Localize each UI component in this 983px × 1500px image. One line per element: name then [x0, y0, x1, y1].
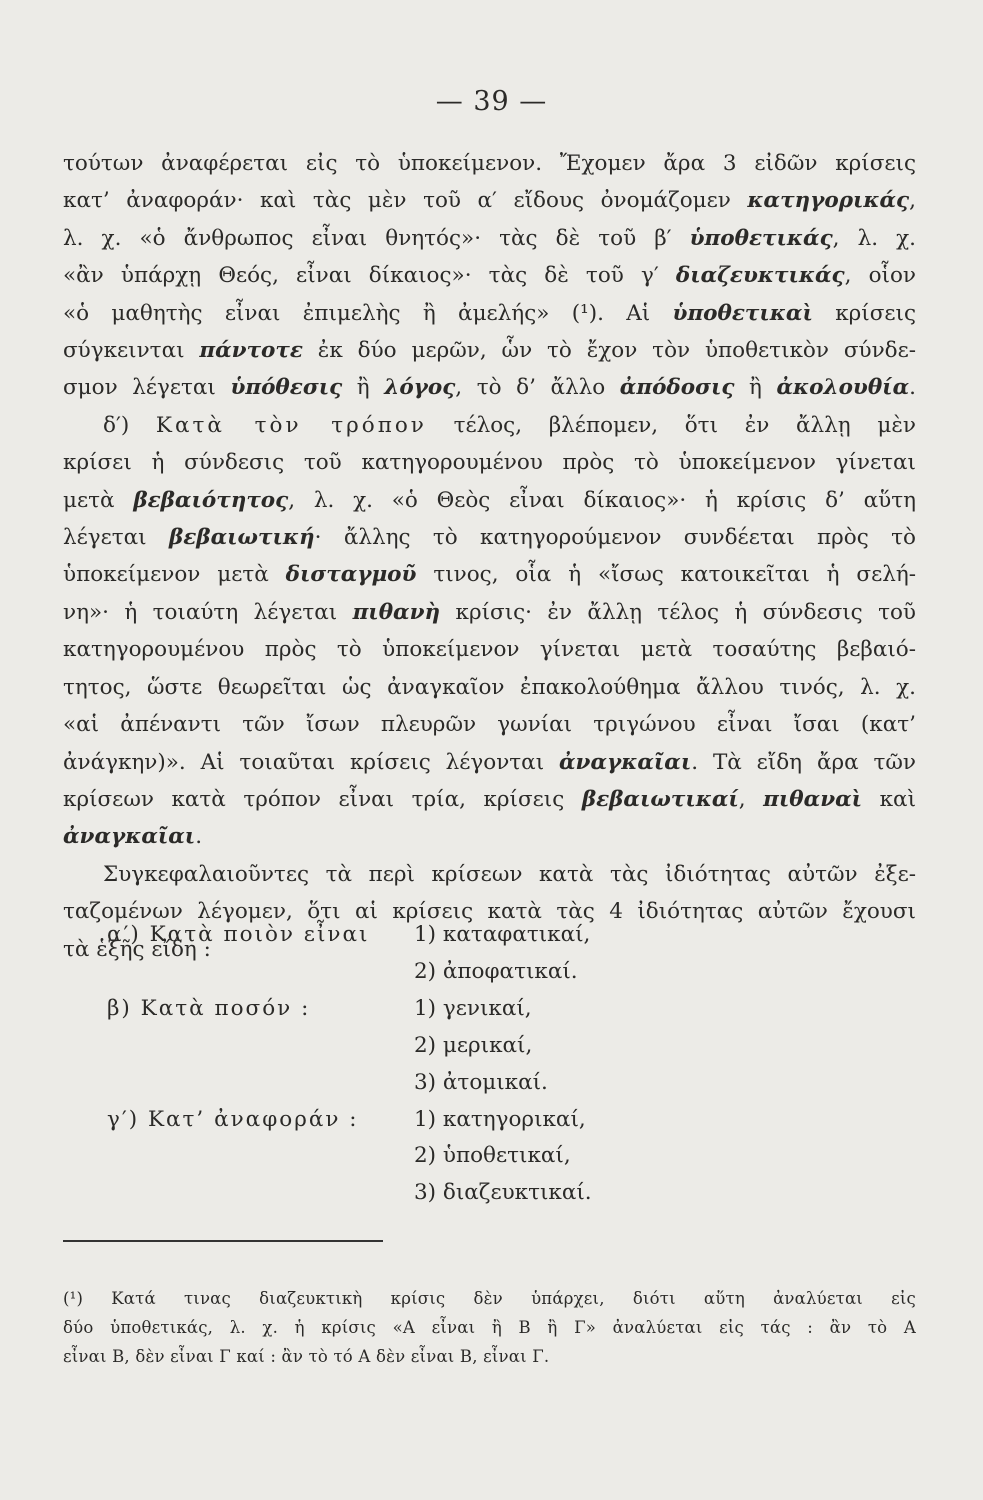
text-line: λ. χ. «ὁ ἄνθρωπος εἶναι θνητός»· τὰς δὲ τοῦ β′ ὑποθετικάς, λ. χ. [63, 225, 917, 251]
text-line: νη»· ἡ τοιαύτη λέγεται πιθανὴ κρίσις· ἐν ἄλλῃ τέλος ἡ σύνδεσις τοῦ [63, 599, 916, 625]
footnote-line: εἶναι Β, δὲν εἶναι Γ καί : ἂν τὸ τό Α δὲν εἶναι Β, εἶναι Γ. [63, 1347, 550, 1366]
summary-list [107, 917, 807, 1212]
text-line: «ἂν ὑπάρχῃ Θεός, εἶναι δίκαιος»· τὰς δὲ τοῦ γ′ διαζευκτικάς, οἷον [63, 263, 917, 289]
text-line: ἀναγκαῖαι. [63, 824, 203, 850]
summary-label [107, 1028, 414, 1065]
summary-label: β) Κατὰ ποσόν : [107, 995, 311, 1021]
text-line: Συγκεφαλαιοῦντες τὰ περὶ κρίσεων κατὰ τὰς ἰδιότητας αὐτῶν ἐξε- [103, 861, 916, 887]
paragraph-2 [63, 407, 916, 856]
text-line: κατ’ ἀναφοράν· καὶ τὰς μὲν τοῦ α′ εἴδους ὀνομάζομεν κατηγορικάς, [63, 188, 916, 214]
summary-label [107, 954, 414, 991]
text-line: «αἱ ἀπέναντι τῶν ἴσων πλευρῶν γωνίαι τριγώνου εἶναι ἴσαι (κατ’ [63, 712, 916, 738]
summary-item: 2) μερικαί, [414, 1032, 533, 1058]
text-line: μετὰ βεβαιότητος, λ. χ. «ὁ Θεὸς εἶναι δίκαιος»· ἡ κρίσις δ’ αὕτη [63, 487, 916, 513]
summary-label [107, 1065, 414, 1102]
text-line: κατηγορουμένου πρὸς τὸ ὑποκείμενον γίνεται μετὰ τοσαύτης βεβαιό- [63, 637, 916, 663]
text-line: κρίσεων κατὰ τρόπον εἶναι τρία, κρίσεις βεβαιωτικαί, πιθαναὶ καὶ [63, 786, 916, 812]
text-line: σμον λέγεται ὑπόθεσις ἢ λόγος, τὸ δ’ ἄλλο ἀπόδοσις ἢ ἀκολουθία. [63, 375, 916, 401]
page-number: — 39 — [435, 86, 548, 117]
text-line: τὰ ἑξῆς εἴδη : [63, 936, 211, 962]
summary-label: α′) Κατὰ ποιὸν εἶναι [107, 922, 370, 947]
summary-row [107, 1102, 807, 1139]
footnote [63, 1284, 916, 1371]
summary-row [107, 1028, 807, 1065]
summary-label [107, 1175, 414, 1212]
text-line: σύγκεινται πάντοτε ἐκ δύο μερῶν, ὧν τὸ ἔχον τὸν ὑποθετικὸν σύνδε- [63, 338, 916, 364]
text-line: δ′) Κατὰ τὸν τρόπον τέλος, βλέπομεν, ὅτι ἐν ἄλλῃ μὲν [103, 412, 916, 438]
footnote-line: δύο ὑποθετικάς, λ. χ. ἡ κρίσις «Α εἶναι ἢ Β ἢ Γ» ἀναλύεται εἰς τάς : ἂν τὸ Α [63, 1318, 916, 1337]
text-line: ἀνάγκην)». Αἱ τοιαῦται κρίσεις λέγονται ἀναγκαῖαι. Τὰ εἴδη ἄρα τῶν [63, 749, 916, 775]
summary-row [107, 1065, 807, 1102]
summary-item: 2) ὑποθετικαί, [414, 1143, 571, 1169]
text-line: τούτων ἀναφέρεται εἰς τὸ ὑποκείμενον. Ἔχομεν ἄρα 3 εἰδῶν κρίσεις [63, 151, 916, 176]
text-line: λέγεται βεβαιωτική· ἄλλης τὸ κατηγορούμενον συνδέεται πρὸς τὸ [63, 525, 916, 551]
summary-item: 1) καταφατικαί, [414, 922, 591, 947]
summary-item: 2) ἀποφατικαί. [414, 958, 578, 984]
footnote-divider [63, 1240, 383, 1242]
text-line: τητος, ὥστε θεωρεῖται ὡς ἀναγκαῖον ἐπακολούθημα ἄλλου τινός, λ. χ. [63, 674, 916, 700]
summary-row [107, 991, 807, 1028]
summary-row [107, 1175, 807, 1212]
footnote-line: (¹) Κατά τινας διαζευκτικὴ κρίσις δὲν ὑπάρχει, διότι αὕτη ἀναλύεται εἰς [63, 1289, 916, 1308]
summary-item: 1) κατηγορικαί, [414, 1106, 586, 1132]
summary-row [107, 1138, 807, 1175]
summary-label: γ′) Κατ’ ἀναφοράν : [107, 1106, 359, 1132]
text-line: κρίσει ἡ σύνδεσις τοῦ κατηγορουμένου πρὸς τὸ ὑποκείμενον γίνεται [63, 450, 916, 476]
summary-label [107, 1138, 414, 1175]
text-line: ταζομένων λέγομεν, ὅτι αἱ κρίσεις κατὰ τὰς 4 ἰδιότητας αὐτῶν ἔχουσι [63, 899, 916, 925]
main-text [63, 145, 916, 968]
summary-item: 3) ἀτομικαί. [414, 1069, 548, 1095]
text-line: ὑποκείμενον μετὰ δισταγμοῦ τινος, οἷα ἡ «ἴσως κατοικεῖται ἡ σελή- [63, 562, 916, 588]
summary-item: 3) διαζευκτικαί. [414, 1180, 592, 1206]
summary-item: 1) γενικαί, [414, 995, 532, 1021]
text-line: «ὁ μαθητὴς εἶναι ἐπιμελὴς ἢ ἀμελής» (¹). Αἱ ὑποθετικαὶ κρίσεις [63, 300, 916, 326]
summary-row [107, 917, 807, 954]
paragraph-1 [63, 145, 916, 407]
summary-row [107, 954, 807, 991]
